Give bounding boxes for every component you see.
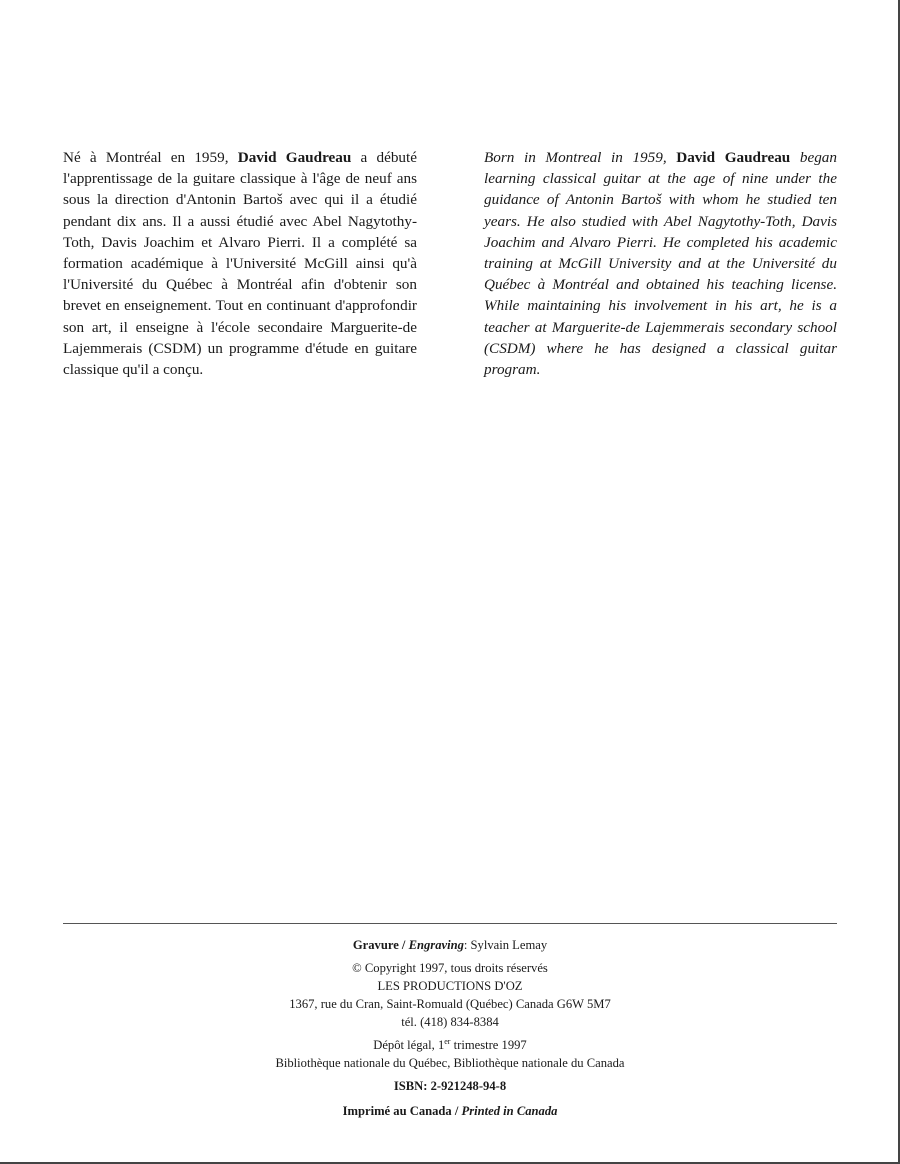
legal-deposit-sup: er: [444, 1037, 451, 1046]
bio-en-name: David Gaudreau: [676, 149, 791, 166]
isbn: ISBN: 2-921248-94-8: [393, 1079, 507, 1093]
horizontal-divider: [63, 923, 837, 924]
engraver-name: Sylvain Lemay: [470, 938, 548, 952]
isbn-line: [63, 1077, 837, 1095]
printed-en: Printed in Canada: [461, 1104, 558, 1118]
bio-fr-body: a débuté l'apprentissage de la guitare classique à l'âge de neuf ans sous la direction d'Antonin Bartoš avec qui il a étudié pendant dix ans. Il a aussi étudié avec Abel Nagytothy-Toth, Davis Joachim et Alvaro Pierri. Il a complété sa formation académique à l'Université McGill ainsi qu'à l'Université du Québec à Montréal afin d'obtenir son brevet en enseignement. Tout en continuant d'approfondir son art, il enseigne à l'école secondaire Marguerite-de Lajemmerais (CSDM) un programme d'étude en guitare classique qu'il a conçu.: [63, 149, 417, 379]
biography-english: [484, 147, 837, 380]
printed-in: [63, 1102, 837, 1120]
publisher-address: 1367, rue du Cran, Saint-Romuald (Québec) Canada G6W 5M7: [289, 997, 611, 1011]
bio-fr-intro: Né à Montréal en 1959,: [63, 149, 229, 166]
engraving-separator: :: [463, 938, 468, 952]
legal-deposit: [63, 1036, 837, 1054]
printed-fr: Imprimé au Canada /: [342, 1104, 459, 1118]
engraving-credit: [63, 936, 837, 954]
legal-deposit-post: trimestre 1997: [453, 1038, 527, 1052]
copyright-line: © Copyright 1997, tous droits réservés: [352, 961, 548, 975]
credits-block: [63, 936, 837, 1120]
engraving-label-en: Engraving: [408, 938, 464, 952]
bio-fr-name: David Gaudreau: [237, 149, 352, 166]
publisher-phone: tél. (418) 834-8384: [401, 1015, 499, 1029]
bio-en-body: began learning classical guitar at the age of nine under the guidance of Antonin Bartoš with whom he studied ten years. He also studied with Abel Nagytothy-Toth, Davis Joachim and Alvaro Pierri. He completed his academic training at McGill University and at the Université du Québec à Montréal and obtained his teaching license. While maintaining his involvement in his art, he is a teacher at Marguerite-de Lajemmerais secondary school (CSDM) where he has designed a classical guitar program.: [484, 149, 837, 379]
engraving-label-fr: Gravure /: [352, 938, 406, 952]
bio-en-intro: Born in Montreal in 1959,: [484, 149, 667, 166]
national-libraries: Bibliothèque nationale du Québec, Bibliothèque nationale du Canada: [275, 1056, 625, 1070]
biography-french: [63, 147, 417, 380]
legal-deposit-pre: Dépôt légal, 1: [373, 1038, 445, 1052]
publisher-name: LES PRODUCTIONS D'OZ: [377, 979, 523, 993]
